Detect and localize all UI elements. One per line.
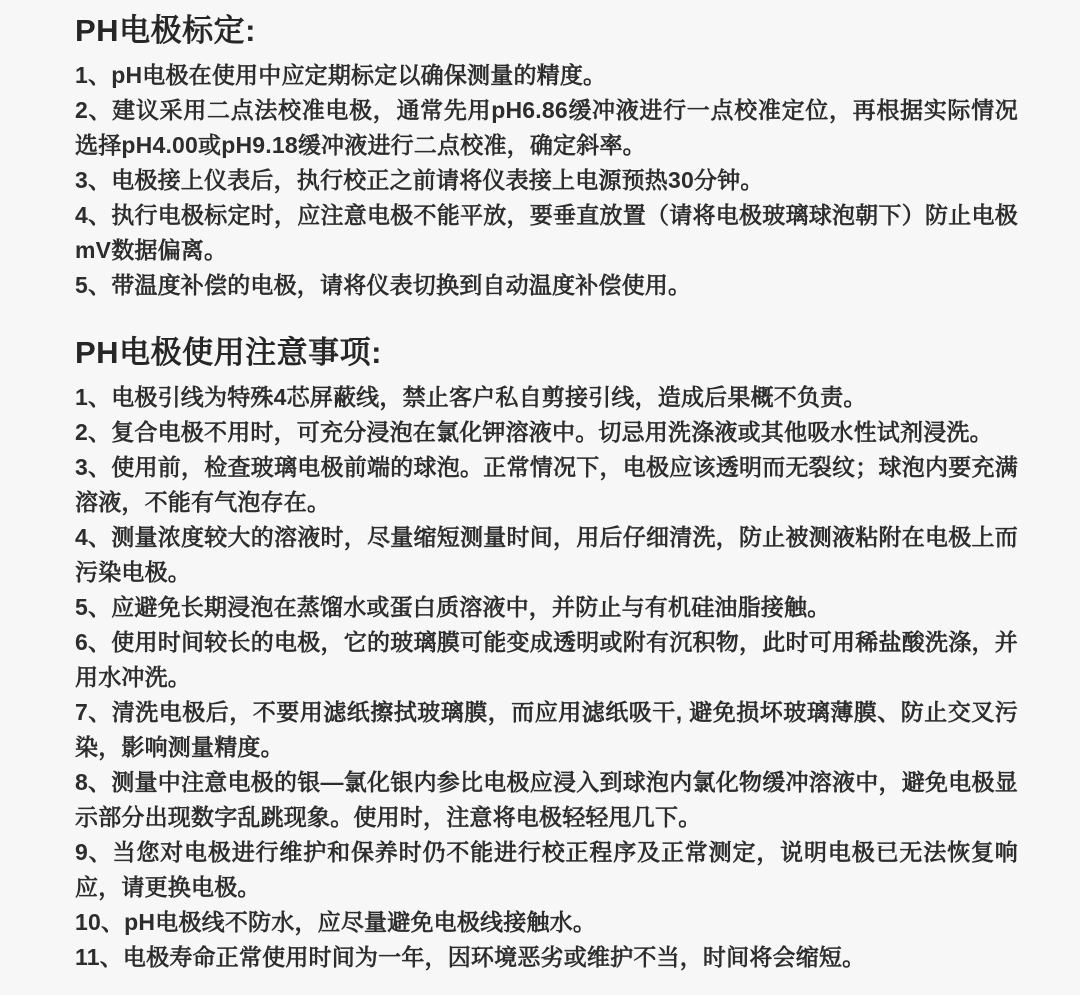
list-item: 4、测量浓度较大的溶液时，尽量缩短测量时间，用后仔细清洗，防止被测液粘附在电极上而污染电极。 (75, 524, 1018, 585)
list-item: 8、测量中注意电极的银—氯化银内参比电极应浸入到球泡内氯化物缓冲溶液中，避免电极显示部分出现数字乱跳现象。使用时，注意将电极轻轻甩几下。 (75, 769, 1018, 830)
list-item: 6、使用时间较长的电极，它的玻璃膜可能变成透明或附有沉积物，此时可用稀盐酸洗涤，并用水冲洗。 (75, 629, 1018, 690)
list-item: 1、pH电极在使用中应定期标定以确保测量的精度。 (75, 62, 607, 88)
list-item: 3、使用前，检查玻璃电极前端的球泡。正常情况下，电极应该透明而无裂纹；球泡内要充满溶液，不能有气泡存在。 (75, 454, 1018, 515)
list-item: 2、建议采用二点法校准电极，通常先用pH6.86缓冲液进行一点校准定位，再根据实际情况选择pH4.00或pH9.18缓冲液进行二点校准，确定斜率。 (75, 97, 1018, 158)
list-item: 9、当您对电极进行维护和保养时仍不能进行校正程序及正常测定，说明电极已无法恢复响应，请更换电极。 (75, 839, 1018, 900)
calibration-list (75, 58, 1018, 303)
list-item: 10、pH电极线不防水，应尽量避免电极线接触水。 (75, 909, 597, 935)
list-item: 4、执行电极标定时，应注意电极不能平放，要垂直放置（请将电极玻璃球泡朝下）防止电极mV数据偏离。 (75, 202, 1018, 263)
list-item: 3、电极接上仪表后，执行校正之前请将仪表接上电源预热30分钟。 (75, 167, 764, 193)
list-item: 5、带温度补偿的电极，请将仪表切换到自动温度补偿使用。 (75, 272, 692, 298)
list-item: 1、电极引线为特殊4芯屏蔽线，禁止客户私自剪接引线，造成后果概不负责。 (75, 384, 867, 410)
section-title-calibration: PH电极标定: (75, 13, 256, 48)
section-title-precautions: PH电极使用注意事项: (75, 335, 382, 370)
list-item: 5、应避免长期浸泡在蒸馏水或蛋白质溶液中，并防止与有机硅油脂接触。 (75, 594, 831, 620)
list-item: 2、复合电极不用时，可充分浸泡在氯化钾溶液中。切忌用洗涤液或其他吸水性试剂浸洗。 (75, 419, 993, 445)
section-calibration (75, 11, 1018, 303)
list-item: 11、电极寿命正常使用时间为一年，因环境恶劣或维护不当，时间将会缩短。 (75, 944, 866, 970)
precautions-list (75, 380, 1018, 975)
list-item: 7、清洗电极后，不要用滤纸擦拭玻璃膜，而应用滤纸吸干, 避免损坏玻璃薄膜、防止交叉污染，影响测量精度。 (75, 699, 1018, 760)
section-precautions (75, 333, 1018, 975)
